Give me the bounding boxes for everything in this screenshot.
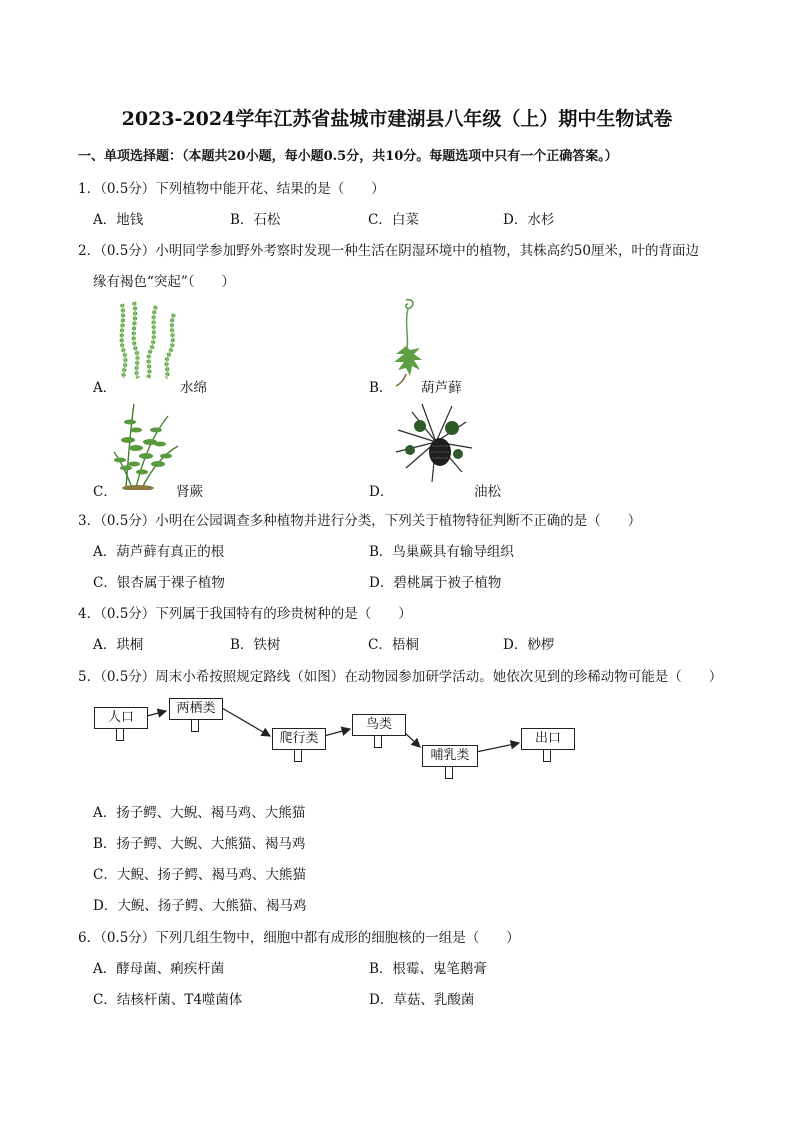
route-post — [294, 750, 302, 762]
question-4-option-c: C．梧桐 — [368, 637, 419, 653]
question-2-stem-line2: 缘有褐色“突起”（ ） — [93, 274, 236, 290]
page-title: 2023-2024学年江苏省盐城市建湖县八年级（上）期中生物试卷 — [121, 108, 673, 130]
route-node-amphibians: 两栖类 — [169, 698, 223, 720]
route-node-reptiles: 爬行类 — [272, 728, 326, 750]
question-5-option-a: A．扬子鳄、大鲵、褐马鸡、大熊猫 — [93, 805, 306, 821]
question-2-stem-line1: 2．（0.5分）小明同学参加野外考察时发现一种生活在阴湿环境中的植物，其株高约50厘米，叶的背面边 — [78, 243, 699, 259]
route-node-mammals: 哺乳类 — [422, 745, 478, 767]
question-3-stem: 3．（0.5分）小明在公园调查多种植物并进行分类，下列关于植物特征判断不正确的是（ ） — [78, 513, 642, 529]
question-2-option-d-letter: D． — [369, 484, 394, 500]
question-3-option-a: A．葫芦藓有真正的根 — [93, 544, 225, 560]
question-3-option-b: B．鸟巢蕨具有输导组织 — [369, 544, 514, 560]
question-4-option-a: A．珙桐 — [93, 637, 144, 653]
question-5-option-d: D．大鲵、扬子鳄、大熊猫、褐马鸡 — [93, 898, 307, 914]
question-6-option-b: B．根霉、鬼笔鹅膏 — [369, 961, 487, 977]
question-1-option-c: C．白菜 — [368, 212, 419, 228]
route-node-entrance: 人口 — [94, 707, 148, 729]
question-2-option-c-letter: C． — [93, 484, 117, 500]
question-4-option-d: D．桫椤 — [503, 637, 555, 653]
route-node-exit: 出口 — [521, 728, 575, 750]
route-post — [191, 720, 199, 732]
question-6-stem: 6．（0.5分）下列几组生物中，细胞中都有成形的细胞核的一组是（ ） — [78, 930, 520, 946]
question-5-option-c: C．大鲵、扬子鳄、褐马鸡、大熊猫 — [93, 867, 306, 883]
route-post — [374, 736, 382, 748]
question-1-option-b: B．石松 — [230, 212, 281, 228]
route-post — [116, 729, 124, 741]
question-6-option-c: C．结核杆菌、T4噬菌体 — [93, 992, 243, 1008]
question-4-option-b: B．铁树 — [230, 637, 281, 653]
question-2-option-c-name: 肾蕨 — [176, 484, 203, 500]
question-1-option-d: D．水杉 — [503, 212, 555, 228]
route-post — [543, 750, 551, 762]
question-2-option-d-name: 油松 — [474, 484, 501, 500]
question-2-option-b-letter: B． — [369, 380, 393, 396]
question-2-option-a-name: 水绵 — [180, 380, 207, 396]
question-5-stem: 5．（0.5分）周末小希按照规定路线（如图）在动物园参加研学活动。她依次见到的珍稀动物可能是（ ） — [78, 669, 723, 685]
route-post — [445, 767, 453, 779]
question-6-option-d: D．草菇、乳酸菌 — [369, 992, 475, 1008]
question-3-option-d: D．碧桃属于被子植物 — [369, 575, 502, 591]
route-node-birds: 鸟类 — [352, 714, 406, 736]
question-2-option-a-letter: A． — [93, 380, 117, 396]
question-4-stem: 4．（0.5分）下列属于我国特有的珍贵树种的是（ ） — [78, 606, 412, 622]
question-1-option-a: A．地钱 — [93, 212, 144, 228]
section-heading: 一、单项选择题：（本题共20小题，每小题0.5分，共10分。每题选项中只有一个正确答案。） — [78, 149, 618, 164]
question-6-option-a: A．酵母菌、痢疾杆菌 — [93, 961, 225, 977]
question-2-option-b-name: 葫芦藓 — [421, 380, 462, 396]
question-3-option-c: C．银杏属于裸子植物 — [93, 575, 225, 591]
question-5-option-b: B．扬子鳄、大鲵、大熊猫、褐马鸡 — [93, 836, 306, 852]
question-1-stem: 1．（0.5分）下列植物中能开花、结果的是（ ） — [78, 181, 385, 197]
